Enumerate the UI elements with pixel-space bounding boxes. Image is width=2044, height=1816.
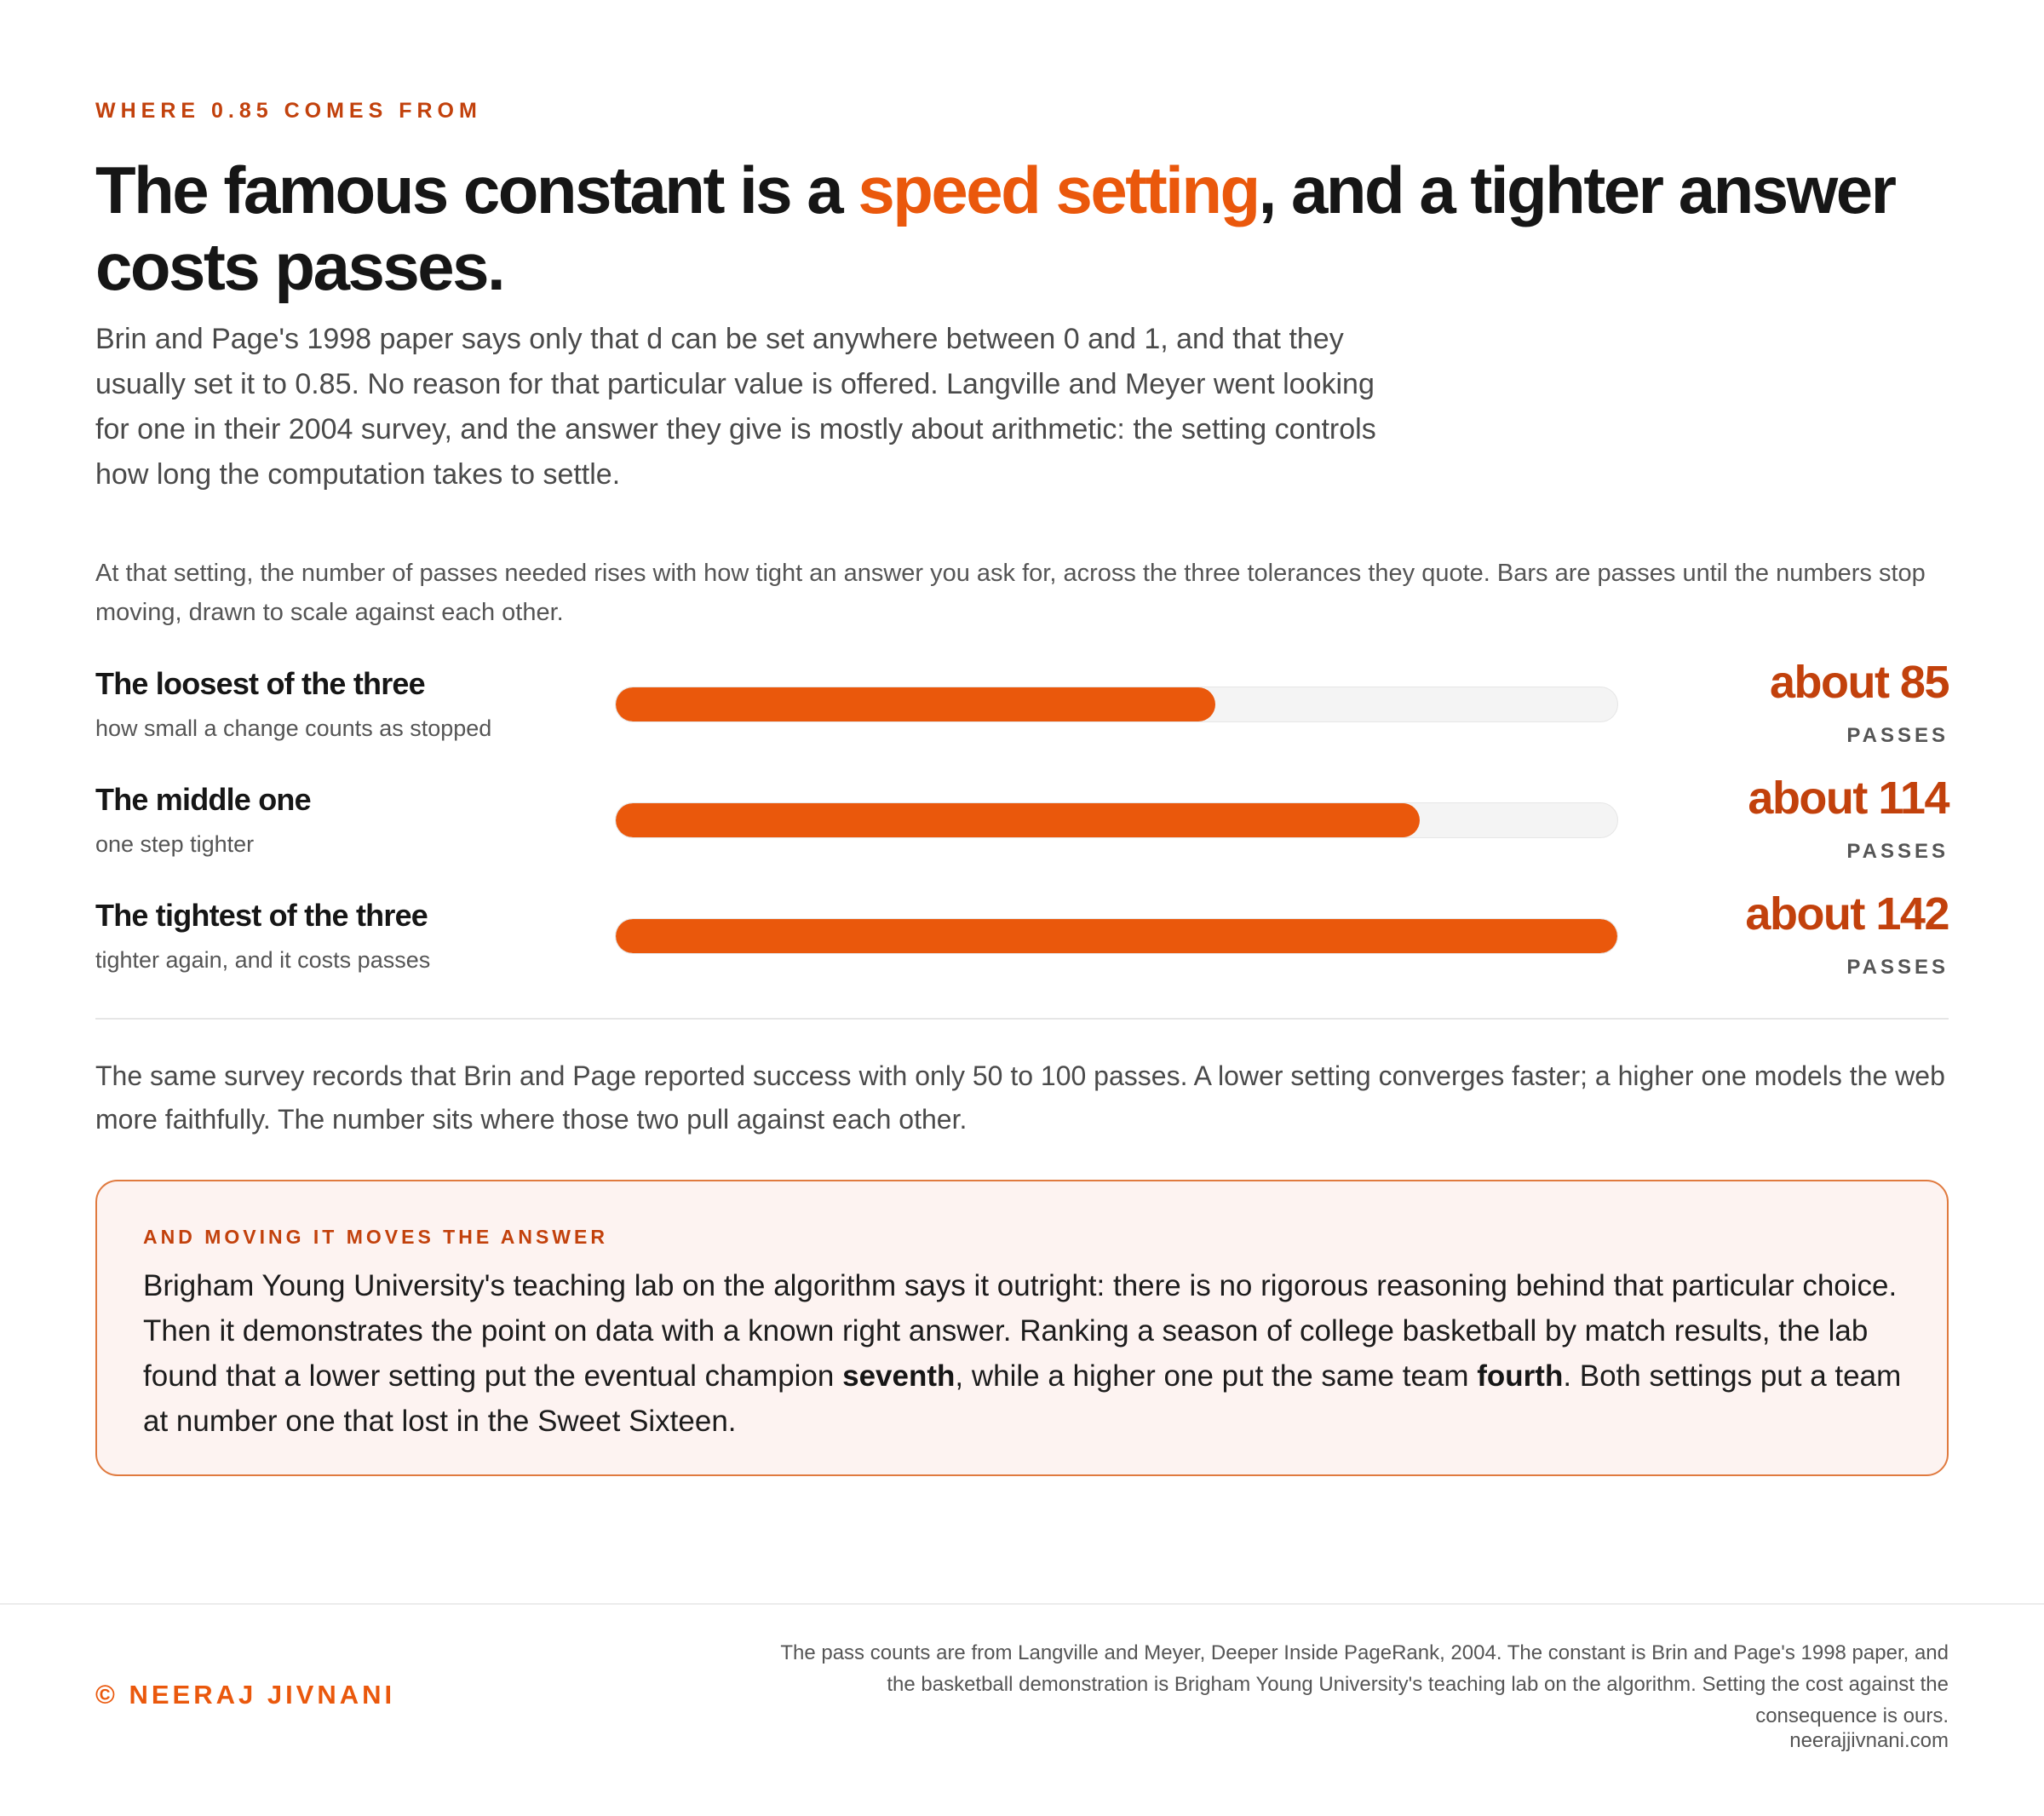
bar	[616, 919, 1617, 953]
bar-track	[615, 802, 1618, 838]
followup-paragraph: The same survey records that Brin and Page reported success with only 50 to 100 passes. A lower setting converges faster; a higher one models the web more faithfully. The number sits where those two pull against each other.	[95, 1060, 1945, 1135]
bar-unit-label: PASSES	[1846, 956, 1949, 979]
bar-track	[615, 918, 1618, 954]
callout-body	[143, 1263, 1906, 1444]
divider	[95, 1018, 1949, 1020]
headline-start: The famous constant is a	[95, 152, 858, 227]
bar-unit-label: PASSES	[1846, 840, 1949, 863]
footer-brand: © NEERAJ JIVNANI	[95, 1680, 396, 1710]
bar-track	[615, 687, 1618, 722]
bar	[616, 803, 1420, 837]
bar	[616, 687, 1215, 721]
chart-lead: At that setting, the number of passes needed rises with how tight an answer you ask for, across the three tolerances they quote. Bars are passes until the numbers stop moving, drawn to scale against each other.	[95, 560, 1926, 626]
callout-box	[95, 1180, 1949, 1476]
headline	[95, 152, 1949, 305]
bar-value-label: about 114	[1748, 773, 1949, 824]
headline-highlight: speed setting	[858, 152, 1259, 227]
bar-label: The loosest of the three	[95, 666, 425, 701]
bar-value-label: about 142	[1745, 888, 1949, 940]
bar-value-label: about 85	[1769, 657, 1949, 708]
bar-chart	[95, 656, 1949, 980]
callout-text-3: . Both settings put a team at number one that lost in the Sweet Sixteen.	[143, 1359, 1902, 1438]
footer-divider	[0, 1603, 2044, 1605]
bar-label: The middle one	[95, 782, 311, 817]
headline-end: , and a tighter answer costs passes.	[95, 152, 1895, 304]
bar-sublabel: how small a change counts as stopped	[95, 715, 492, 741]
callout-text-2: , while a higher one put the same team	[955, 1359, 1478, 1393]
callout-text-1: Brigham Young University's teaching lab on the algorithm says it outright: there is no rigorous reasoning behind that particular choice. Then it demonstrates the point on data with a known right answer. Ranking a season of college basketball by match results, the lab found that a lower setting put the eventual champion	[143, 1269, 1898, 1393]
kicker: WHERE 0.85 COMES FROM	[95, 99, 482, 123]
footer-source-note: The pass counts are from Langville and Meyer, Deeper Inside PageRank, 2004. The constant is Brin and Page's 1998 paper, and the basketball demonstration is Brigham Young University's teaching lab on the algorithm. Setting the cost against the consequence is ours.	[780, 1641, 1949, 1727]
footer-site: neerajjivnani.com	[1789, 1729, 1949, 1752]
bar-unit-label: PASSES	[1846, 724, 1949, 747]
bar-row	[95, 656, 1949, 772]
intro-paragraph: Brin and Page's 1998 paper says only that d can be set anywhere between 0 and 1, and that they usually set it to 0.85. No reason for that particular value is offered. Langville and Meyer went looking for one in their 2004 survey, and the answer they give is mostly about arithmetic: the setting controls how long the computation takes to settle.	[95, 323, 1376, 491]
bar-sublabel: one step tighter	[95, 831, 255, 857]
callout-bold-seventh: seventh	[842, 1359, 956, 1393]
bar-row	[95, 772, 1949, 888]
callout-kicker: AND MOVING IT MOVES THE ANSWER	[143, 1226, 608, 1248]
bar-label: The tightest of the three	[95, 898, 428, 933]
callout-bold-fourth: fourth	[1477, 1359, 1564, 1393]
bar-row	[95, 888, 1949, 1003]
bar-sublabel: tighter again, and it costs passes	[95, 947, 431, 973]
